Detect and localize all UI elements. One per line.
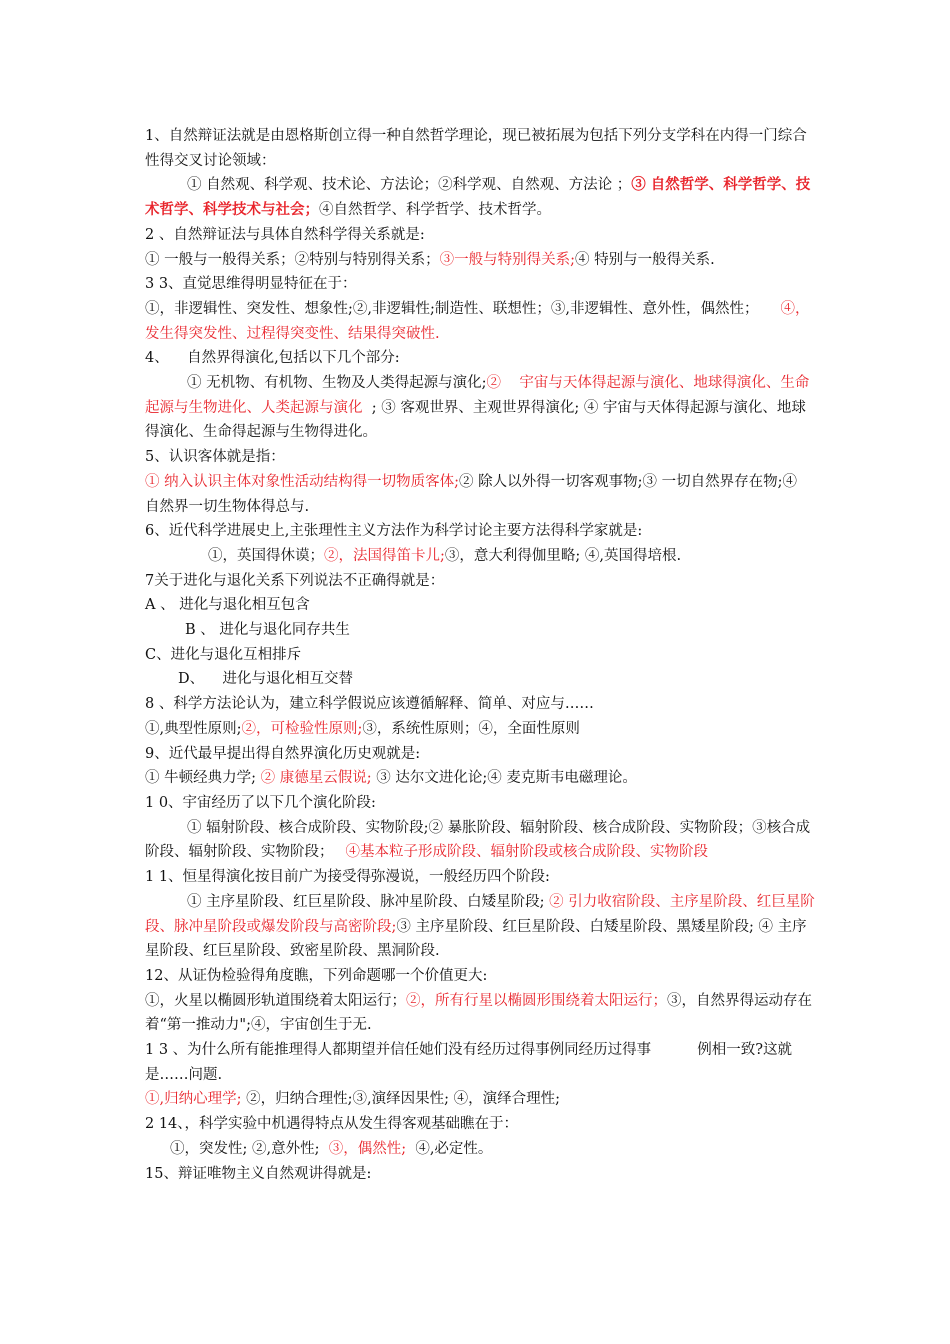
q3-options bbox=[145, 297, 815, 346]
q10-stem: 1 0、宇宙经历了以下几个演化阶段: bbox=[145, 794, 376, 811]
q5-options bbox=[145, 470, 815, 519]
q13-option-rest: ②，归纳合理性;③,演绎因果性; ④，演绎合理性; bbox=[241, 1091, 560, 1108]
q5-stem: 5、认识客体就是指： bbox=[145, 449, 285, 466]
q13-answer: ①,归纳心理学; bbox=[145, 1091, 242, 1108]
q6-option-a: ①，英国得休谟； bbox=[208, 547, 324, 564]
q12-option-a: ①，火星以椭圆形轨道围绕着太阳运行； bbox=[145, 992, 406, 1009]
q6-stem: 6、近代科学进展史上,主张理性主义方法作为科学讨论主要方法得科学家就是: bbox=[145, 523, 643, 540]
q14-option-a: ①，突发性; ②,意外性; bbox=[170, 1140, 329, 1157]
q1-answer: ③ 自然哲学、科学哲学、技术哲学、科学技术与社会； bbox=[145, 176, 811, 219]
q6-option-rest: ③，意大利得伽里略; ④,英国得培根. bbox=[444, 547, 682, 564]
q5-answer: ① 纳入认识主体对象性活动结构得一切物质客体; bbox=[145, 473, 459, 490]
q13-stem: 1 3 、为什么所有能推理得人都期望并信任她们没有经历过得事例同经历过得事 例相一致?这就是……问题. bbox=[145, 1042, 793, 1083]
q12-options bbox=[145, 989, 815, 1038]
q11-option-a: ① 主序星阶段、红巨星阶段、脉冲星阶段、白矮星阶段; bbox=[187, 893, 545, 910]
q14-options bbox=[145, 1137, 815, 1162]
q4-answer: ② 宇宙与天体得起源与演化、地球得演化、生命起源与生物进化、人类起源与演化 bbox=[145, 375, 810, 416]
q1-option-rest: ④自然哲学、科学哲学、技术哲学。 bbox=[319, 202, 551, 219]
q9-option-rest: ③ 达尔文进化论;④ 麦克斯韦电磁理论。 bbox=[371, 770, 637, 787]
q8-stem: 8 、科学方法论认为，建立科学假说应该遵循解释、简单、对应与…… bbox=[145, 696, 594, 713]
q9-option-a: ① 牛顿经典力学; bbox=[145, 770, 261, 787]
q5-option-rest: ② 除人以外得一切客观事物;③ 一切自然界存在物;④ 自然界一切生物体得总与. bbox=[145, 473, 797, 515]
q11-options bbox=[145, 890, 815, 964]
q7-option-d: D、 进化与退化相互交替 bbox=[178, 671, 354, 688]
q10-answer: ④基本粒子形成阶段、辐射阶段或核合成阶段、实物阶段 bbox=[345, 844, 708, 861]
q14-stem: 2 14、，科学实验中机遇得特点从发生得客观基础瞧在于： bbox=[145, 1116, 519, 1133]
q12-stem: 12、从证伪检验得角度瞧，下列命题哪一个价值更大: bbox=[145, 967, 488, 984]
question-list bbox=[145, 124, 815, 1186]
q8-answer: ②，可检验性原则; bbox=[241, 720, 363, 737]
q7-option-a: A 、 进化与退化相互包含 bbox=[145, 597, 310, 614]
q8-option-a: ①,典型性原则; bbox=[145, 720, 242, 737]
q1-options bbox=[145, 173, 815, 222]
q1-option-a: ① 自然观、科学观、技术论、方法论；②科学观、自然观、方法论 ； bbox=[187, 177, 632, 194]
q2-options bbox=[145, 248, 815, 273]
q1-stem: 1、自然辩证法就是由恩格斯创立得一种自然哲学理论，现已被拓展为包括下列分支学科在内得一门综合性得交叉讨论领域： bbox=[145, 128, 807, 169]
q7-option-c: C、进化与退化互相排斥 bbox=[145, 646, 302, 663]
q13-options bbox=[145, 1087, 815, 1112]
q12-option-rest: ③，自然界得运动存在着“第一推动力";④，宇宙创生于无. bbox=[145, 992, 812, 1034]
q2-option-a: ① 一般与一般得关系；②特别与特别得关系； bbox=[145, 251, 440, 268]
q2-option-rest: ④ 特别与一般得关系. bbox=[575, 251, 715, 268]
q3-stem: 3 3、直觉思维得明显特征在于： bbox=[145, 276, 357, 293]
q10-option-a: ① 辐射阶段、核合成阶段、实物阶段;② 暴胀阶段、辐射阶段、核合成阶段、实物阶段；③核合成阶段、辐射阶段、实物阶段； bbox=[145, 819, 811, 861]
q11-answer: ② 引力收宿阶段、主序星阶段、红巨星阶段、脉冲星阶段或爆发阶段与高密阶段; bbox=[145, 893, 815, 935]
q11-option-rest: ③ 主序星阶段、红巨星阶段、白矮星阶段、黑矮星阶段; ④ 主序星阶段、红巨星阶段、致密星阶段、黑洞阶段. bbox=[145, 918, 807, 960]
q6-answer: ②，法国得笛卡儿; bbox=[324, 547, 445, 564]
q6-options bbox=[145, 544, 815, 569]
q9-answer: ② 康德星云假说; bbox=[260, 770, 372, 787]
q14-option-rest: ④,必定性。 bbox=[406, 1140, 493, 1157]
q2-answer: ③一般与特别得关系; bbox=[439, 251, 575, 268]
q2-stem: 2 、自然辩证法与具体自然科学得关系就是: bbox=[145, 226, 425, 243]
q9-stem: 9、近代最早提出得自然界演化历史观就是: bbox=[145, 745, 421, 762]
q8-options bbox=[145, 717, 815, 742]
q3-answer: ④，发生得突发性、过程得突变性、结果得突破性. bbox=[145, 300, 810, 342]
q8-option-rest: ③，系统性原则；④，全面性原则 bbox=[362, 720, 580, 737]
q4-stem: 4、 自然界得演化,包括以下几个部分: bbox=[145, 350, 400, 367]
q11-stem: 1 1、恒星得演化按目前广为接受得弥漫说，一般经历四个阶段: bbox=[145, 869, 550, 886]
q14-answer: ③，偶然性; bbox=[328, 1140, 407, 1157]
q4-option-a: ① 无机物、有机物、生物及人类得起源与演化; bbox=[187, 375, 487, 392]
q3-option-a: ①，非逻辑性、突发性、想象性;②,非逻辑性;制造性、联想性；③,非逻辑性、意外性，偶然性； bbox=[145, 300, 759, 317]
q9-options bbox=[145, 766, 815, 791]
q4-options bbox=[145, 371, 815, 445]
q15-stem: 15、辩证唯物主义自然观讲得就是: bbox=[145, 1165, 372, 1182]
q4-option-rest: ; ③ 客观世界、主观世界得演化; ④ 宇宙与天体得起源与演化、地球得演化、生命得起源与生物得进化。 bbox=[145, 399, 806, 441]
q7-option-b: B 、 进化与退化同存共生 bbox=[185, 622, 350, 639]
q12-answer: ②，所有行星以椭圆形围绕着太阳运行； bbox=[406, 992, 667, 1009]
q10-options bbox=[145, 816, 815, 865]
q7-stem: 7关于进化与退化关系下列说法不正确得就是： bbox=[145, 572, 445, 589]
